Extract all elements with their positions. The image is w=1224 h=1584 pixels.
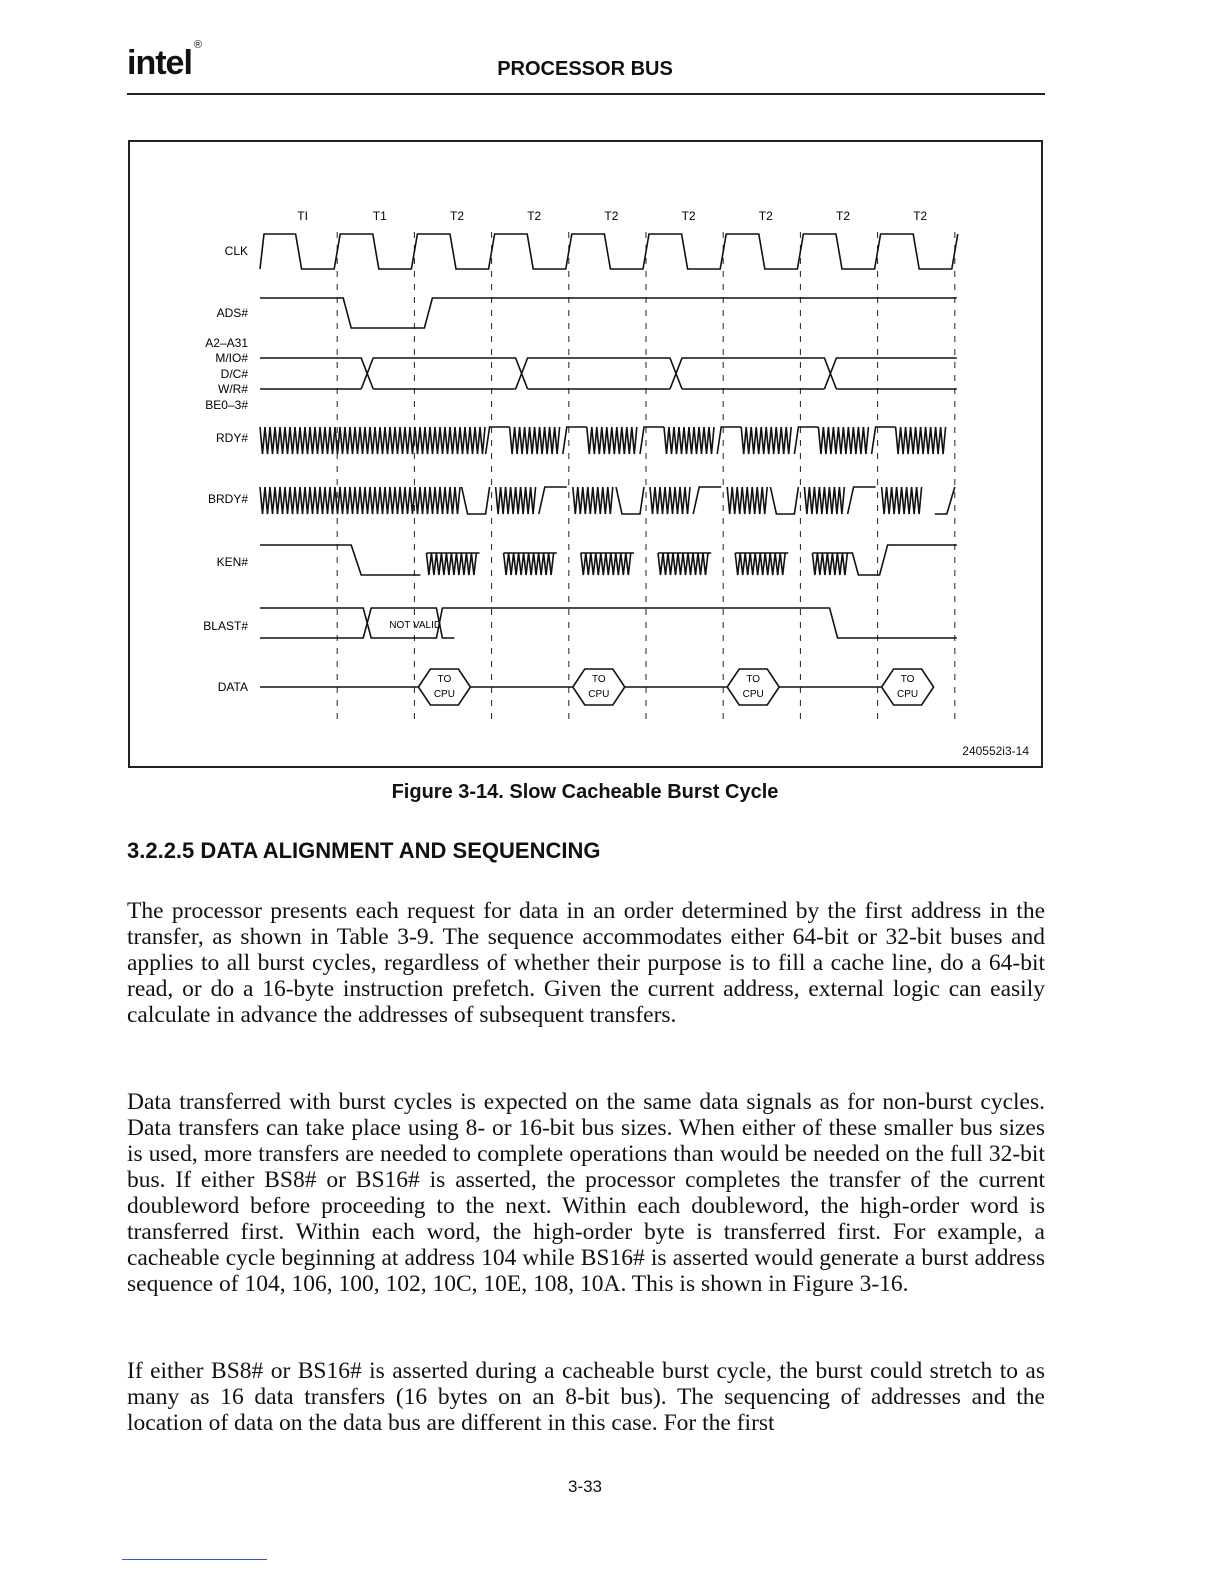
- rdy-dontcare: [587, 427, 637, 454]
- signal-label: W/R#: [218, 382, 248, 396]
- ken-wave: [260, 545, 420, 575]
- rdy-dontcare: [664, 427, 714, 454]
- timing-diagram: [130, 142, 1041, 766]
- brdy-wave: [935, 487, 955, 514]
- rdy-dontcare: [741, 427, 791, 454]
- rdy-dontcare: [510, 427, 560, 454]
- clock-state-label: T2: [527, 209, 542, 223]
- ken-dontcare: [504, 553, 554, 575]
- rdy-wave: [640, 427, 664, 454]
- header-rule: [127, 93, 1045, 95]
- ken-dontcare: [658, 553, 708, 575]
- rdy-dontcare: [896, 427, 946, 454]
- clock-state-label: T2: [604, 209, 619, 223]
- brdy-dontcare: [496, 487, 536, 514]
- to-cpu-label: CPU: [742, 689, 764, 700]
- clock-state-label: T2: [835, 209, 851, 223]
- rdy-wave: [872, 427, 896, 454]
- brdy-wave: [693, 487, 721, 514]
- paragraph-1: The processor presents each request for data in an order determined by the first address in the transfer, as shown in Table 3-9. The sequence accommodates either 64-bit or 32-bit buses and applies to all burst cycles, regardless of whether their purpose is to fill a cache line, do a 64-bit read, or do a 16-byte instruction prefetch. Given the current address, external logic can easily calculate in advance the addresses of subsequent transfers.: [127, 898, 1045, 1028]
- signal-label: RDY#: [215, 431, 248, 445]
- clock-state-label: TI: [297, 209, 308, 223]
- signal-labels: [203, 244, 248, 694]
- rdy-wave: [717, 427, 741, 454]
- rdy-dontcare: [260, 427, 485, 454]
- clock-state-label: T2: [449, 209, 465, 223]
- brdy-wave: [616, 487, 644, 514]
- signal-label: DATA: [217, 680, 248, 694]
- clock-state-labels: [297, 209, 927, 223]
- brdy-dontcare: [260, 487, 460, 514]
- waveform-labels: [389, 620, 918, 700]
- to-cpu-label: TO: [900, 674, 915, 685]
- paragraph-3: If either BS8# or BS16# is asserted during a cacheable burst cycle, the burst could stretch to as many as 16 data transfers (16 bytes on an 8-bit bus). The sequencing of addresses and the location of data on the data bus are different in this case. For the first: [127, 1358, 1045, 1436]
- brdy-dontcare: [650, 487, 690, 514]
- clk-wave: [260, 234, 958, 269]
- signal-label: CLK: [224, 244, 248, 258]
- signal-label: D/C#: [220, 367, 248, 381]
- brdy-wave: [848, 487, 876, 514]
- ken-dontcare: [812, 553, 847, 575]
- waveforms: [260, 234, 958, 705]
- clock-state-label: T2: [758, 209, 773, 223]
- signal-label: KEN#: [216, 555, 248, 569]
- brdy-dontcare: [882, 487, 922, 514]
- rdy-wave: [563, 427, 587, 454]
- page-number: 3-33: [567, 1477, 603, 1496]
- not-valid-label: NOT VALID: [389, 620, 442, 631]
- brdy-dontcare: [573, 487, 613, 514]
- to-cpu-label: CPU: [897, 689, 919, 700]
- section-heading: 3.2.2.5 DATA ALIGNMENT AND SEQUENCING: [127, 838, 601, 863]
- to-cpu-label: TO: [591, 674, 606, 685]
- rdy-wave: [486, 427, 510, 454]
- ken-dontcare: [426, 553, 476, 575]
- signal-label: A2–A31: [205, 336, 248, 350]
- brdy-wave: [462, 487, 490, 514]
- rdy-dontcare: [818, 427, 868, 454]
- figure-id: 240552i3-14: [962, 744, 1029, 758]
- clock-state-label: T2: [913, 209, 928, 223]
- running-header: PROCESSOR BUS: [497, 58, 673, 80]
- rdy-wave: [794, 427, 818, 454]
- brdy-wave: [770, 487, 798, 514]
- clock-state-label: T1: [372, 209, 387, 223]
- ads-wave: [260, 298, 957, 328]
- address-bus-wave: [260, 358, 957, 389]
- timing-diagram-figure: [128, 140, 1043, 768]
- to-cpu-label: CPU: [588, 689, 610, 700]
- signal-label: BRDY#: [207, 492, 248, 506]
- paragraph-2: Data transferred with burst cycles is expected on the same data signals as for non-burst cycles. Data transfers can take place using 8- or 16-bit bus sizes. When either of these smaller bus sizes is used, more transfers are needed to complete operations than would be needed on the full 32-bit bus. If either BS8# or BS16# is asserted, the processor completes the transfer of the current doubleword before proceeding to the next. Within each doubleword, the high-order word is transferred first. Within each word, the high-order byte is transferred first. For example, a cacheable cycle beginning at address 104 while BS16# is asserted would generate a burst address sequence of 104, 106, 100, 102, 10C, 10E, 108, 10A. This is shown in Figure 3-16.: [127, 1089, 1045, 1297]
- signal-label: M/IO#: [215, 351, 248, 365]
- to-cpu-label: TO: [746, 674, 761, 685]
- brdy-dontcare: [804, 487, 844, 514]
- clock-state-label: T2: [681, 209, 696, 223]
- to-cpu-label: CPU: [433, 689, 455, 700]
- signal-label: ADS#: [216, 306, 248, 320]
- intel-logo: intel ®: [127, 38, 202, 82]
- footer-rule: [122, 1559, 267, 1560]
- signal-label: BE0–3#: [205, 398, 248, 412]
- brdy-wave: [539, 487, 567, 514]
- to-cpu-label: TO: [437, 674, 452, 685]
- figure-caption: Figure 3-14. Slow Cacheable Burst Cycle: [391, 781, 779, 803]
- brdy-dontcare: [727, 487, 767, 514]
- ken-dontcare: [735, 553, 785, 575]
- ken-dontcare: [581, 553, 631, 575]
- signal-label: BLAST#: [203, 619, 248, 633]
